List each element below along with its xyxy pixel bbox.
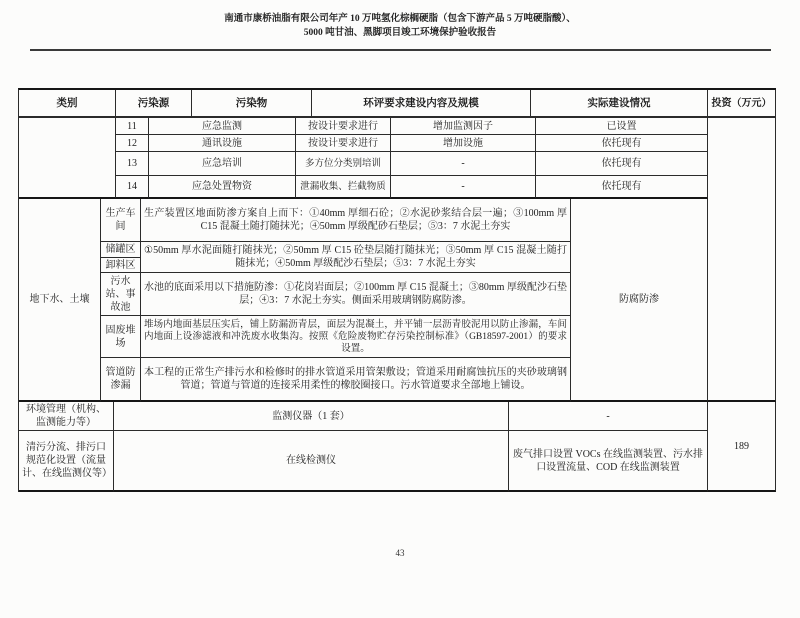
gw-content-waste-yard [141, 316, 571, 358]
gw-content-tank-area-text: ①50mm 厚水泥面随打随抹光；②50mm 厚 C15 砼垫层随打随抹光；③50mm 厚 C15 混凝土随打随抹光；④50mm 厚级配沙石垫层；⑤3：7 水泥土夯实 [144, 245, 567, 269]
env-management-actual: - [509, 402, 708, 431]
row-13-num: 13 [116, 152, 149, 176]
diversion-actual: 废气排口设置 VOCs 在线监测装置、污水排口设置流量、COD 在线监测装置 [509, 431, 708, 492]
gw-actual-merged: 防腐防渗 [571, 199, 708, 402]
acceptance-table [18, 88, 776, 492]
row-11-requirement: 按设计要求进行 [296, 118, 391, 135]
page-number: 43 [395, 548, 405, 558]
env-management-content: 监测仪器（1 套） [114, 402, 509, 431]
gw-content-waste-yard-text: 堆场内地面基层压实后，铺上防漏沥青层，面层为混凝土，并平铺一层沥青胶泥用以防止渗漏，车间内地面上设渗滤液和冲洗废水收集沟。按照《危险废物贮存污染控制标准》（GB18597-2001）的要求设置。 [144, 319, 567, 354]
row-11-actual: 已设置 [536, 118, 708, 135]
row-13-requirement: 多方位分类别培训 [296, 152, 391, 176]
col-header-investment: 投资（万元） [708, 90, 776, 118]
row-11-content: 增加监测因子 [391, 118, 536, 135]
document-title [30, 12, 770, 40]
col-header-category: 类别 [19, 90, 116, 118]
gw-label-unloading-area: 卸料区 [101, 258, 141, 273]
gw-label-waste-yard: 固废堆场 [101, 316, 141, 358]
gw-content-workshop-text: 生产装置区地面防渗方案自上而下：①40mm 厚细石砼；②水泥砂浆结合层一遍；③100mm 厚 C15 混凝土随打随抹光；④50mm 厚级配砂石垫层；⑤3：7 水泥土夯实 [144, 208, 567, 232]
col-header-pollutant: 污染物 [192, 90, 312, 118]
row-12-actual: 依托现有 [536, 135, 708, 152]
gw-content-pipeline-text: 本工程的正常生产排污水和检修时的排水管道采用管架敷设；管道采用耐腐蚀抗压的夹砂玻璃钢管道；管道与管道的连接采用柔性的橡胶圈接口。污水管道要求全部地上铺设。 [144, 367, 567, 391]
gw-content-workshop [141, 199, 571, 242]
category-cell-groundwater: 地下水、土壤 [19, 199, 101, 402]
document-title-line2: 5000 吨甘油、黑脚项目竣工环境保护验收报告 [303, 28, 497, 38]
gw-content-pipeline [141, 358, 571, 402]
col-header-source: 污染源 [116, 90, 192, 118]
gw-label-pipeline: 管道防渗漏 [101, 358, 141, 402]
row-12-content: 增加设施 [391, 135, 536, 152]
investment-cell-empty [708, 118, 776, 402]
diversion-category: 清污分流、排污口规范化设置（流量计、在线监测仪等） [19, 431, 114, 492]
row-14-content: - [391, 176, 536, 199]
row-13-actual: 依托现有 [536, 152, 708, 176]
gw-content-sewage-pond [141, 273, 571, 316]
row-14-actual: 依托现有 [536, 176, 708, 199]
gw-content-sewage-pond-text: 水池的底面采用以下措施防渗：①花岗岩面层；②100mm 厚 C15 混凝土；③80mm 厚级配沙石垫层；④3：7 水泥土夯实。侧面采用玻璃钢防腐防渗。 [144, 282, 567, 306]
document-title-line1: 南通市康桥油脂有限公司年产 10 万吨氢化棕榈硬脂（包含下游产品 5 万吨硬脂酸）、 [224, 14, 576, 24]
investment-value-cell: 189 [708, 402, 776, 492]
row-14-requirement: 泄漏收集、拦截物质 [296, 176, 391, 199]
gw-label-sewage-pond: 污水站、事故池 [101, 273, 141, 316]
gw-label-tank-area: 储罐区 [101, 242, 141, 258]
col-header-actual: 实际建设情况 [531, 90, 708, 118]
diversion-content: 在线检测仪 [114, 431, 509, 492]
row-12-num: 12 [116, 135, 149, 152]
row-11-name: 应急监测 [149, 118, 296, 135]
row-13-name: 应急培训 [149, 152, 296, 176]
gw-label-workshop: 生产车间 [101, 199, 141, 242]
row-14-num: 14 [116, 176, 149, 199]
header-divider [30, 49, 771, 51]
category-cell-blank [19, 118, 116, 199]
row-13-content: - [391, 152, 536, 176]
row-12-requirement: 按设计要求进行 [296, 135, 391, 152]
col-header-eia-requirement: 环评要求建设内容及规模 [312, 90, 531, 118]
row-14-name: 应急处置物资 [149, 176, 296, 199]
gw-content-tank-area [141, 242, 571, 273]
env-management-category: 环境管理（机构、监测能力等） [19, 402, 114, 431]
row-12-name: 通讯设施 [149, 135, 296, 152]
row-11-num: 11 [116, 118, 149, 135]
